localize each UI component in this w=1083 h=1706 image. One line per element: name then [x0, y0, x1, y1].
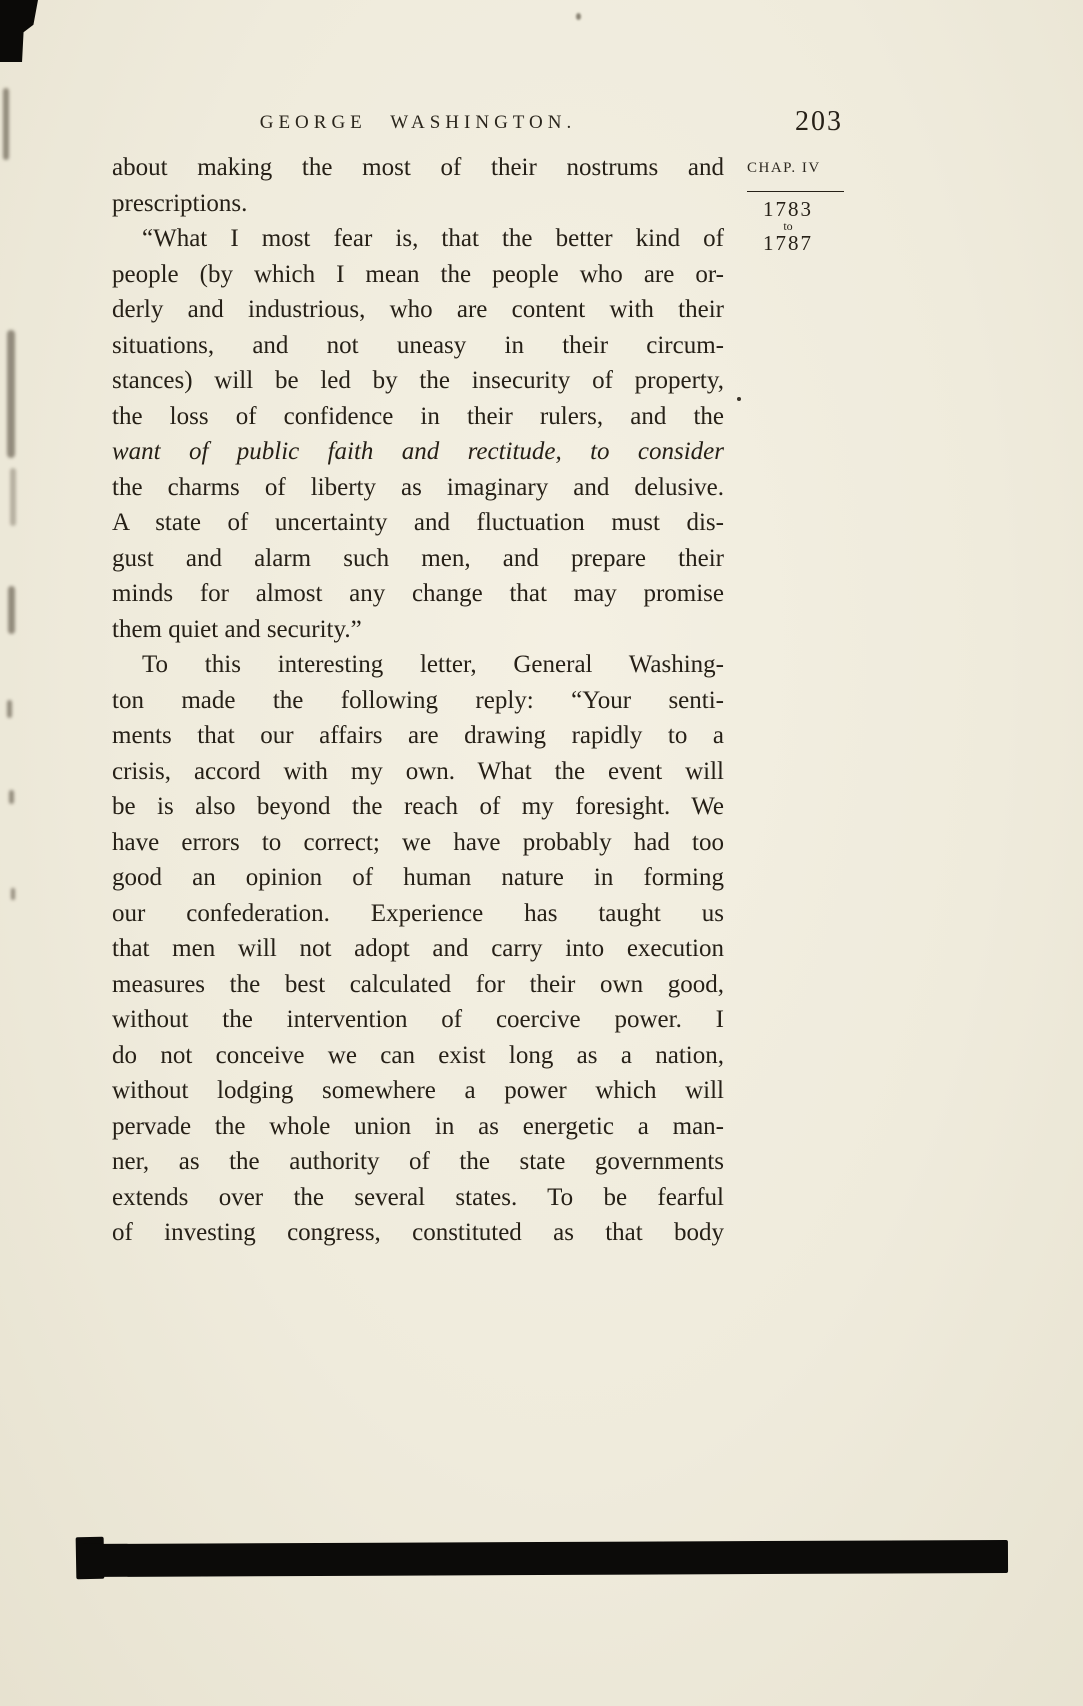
text-line: have errors to correct; we have probably had too — [112, 828, 724, 856]
scan-speck — [3, 88, 9, 160]
margin-notes — [745, 160, 845, 254]
text-line: crisis, accord with my own. What the event will — [112, 757, 724, 785]
chapter-label: CHAP. IV — [747, 160, 821, 176]
paragraph — [112, 221, 724, 647]
text-line: good an opinion of human nature in forming — [112, 864, 724, 891]
text-line: about making the most of their nostrums and — [112, 154, 724, 181]
paragraph — [112, 647, 724, 1251]
text-line: ton made the following reply: “Your senti- — [112, 686, 724, 714]
text-line: do not conceive we can exist long as a nation, — [112, 1041, 724, 1069]
paragraph — [112, 150, 724, 221]
text-line: the charms of liberty as imaginary and delusive. — [112, 473, 724, 501]
scan-speck — [10, 468, 16, 526]
text-line: without lodging somewhere a power which will — [112, 1077, 724, 1104]
scan-speck — [7, 330, 15, 458]
text-line: stances) will be led by the insecurity of property, — [112, 367, 724, 394]
text-line: minds for almost any change that may promise — [112, 580, 724, 607]
scan-bottom-artifact — [78, 1540, 1008, 1577]
text-line: extends over the several states. To be fearful — [112, 1183, 724, 1211]
margin-rule — [747, 191, 844, 192]
year-end: 1787 — [763, 231, 813, 255]
date-range — [753, 198, 823, 254]
text-line: people (by which I mean the people who are or- — [112, 260, 724, 288]
text-line: be is also beyond the reach of my foresight. We — [112, 793, 724, 820]
scan-corner-artifact — [0, 0, 38, 62]
scan-speck — [8, 586, 15, 634]
scan-speck — [11, 888, 15, 900]
text-line: them quiet and security.” — [112, 615, 362, 643]
text-line: our confederation. Experience has taught us — [112, 899, 724, 927]
text-line: measures the best calculated for their own good, — [112, 970, 724, 998]
year-start: 1783 — [763, 197, 813, 221]
text-line: want of public faith and rectitude, to consider — [112, 438, 724, 465]
text-line: prescriptions. — [112, 189, 248, 217]
year-to-label: to — [783, 219, 793, 233]
body-text — [112, 150, 724, 1251]
scan-dot-artifact — [737, 397, 741, 401]
text-line: A state of uncertainty and fluctuation must dis- — [112, 509, 724, 536]
text-line: that men will not adopt and carry into execution — [112, 935, 724, 962]
scan-speck — [7, 700, 12, 718]
running-title: GEORGE WASHINGTON. — [259, 112, 577, 133]
page-number: 203 — [795, 106, 843, 137]
text-line: pervade the whole union in as energetic a man- — [112, 1112, 724, 1140]
scan-dot-artifact — [576, 13, 581, 20]
text-line: the loss of confidence in their rulers, and the — [112, 402, 724, 430]
text-line: derly and industrious, who are content with their — [112, 296, 724, 323]
text-line: situations, and not uneasy in their circum- — [112, 331, 724, 359]
text-line: gust and alarm such men, and prepare their — [112, 544, 724, 572]
text-line: of investing congress, constituted as that body — [112, 1219, 724, 1246]
text-line: without the intervention of coercive power. I — [112, 1006, 724, 1033]
text-line: ner, as the authority of the state governments — [112, 1148, 724, 1175]
text-line: To this interesting letter, General Washing- — [142, 651, 724, 678]
text-line: “What I most fear is, that the better kind of — [142, 225, 724, 252]
scan-speck — [9, 790, 14, 804]
text-line: ments that our affairs are drawing rapidly to a — [112, 722, 724, 749]
